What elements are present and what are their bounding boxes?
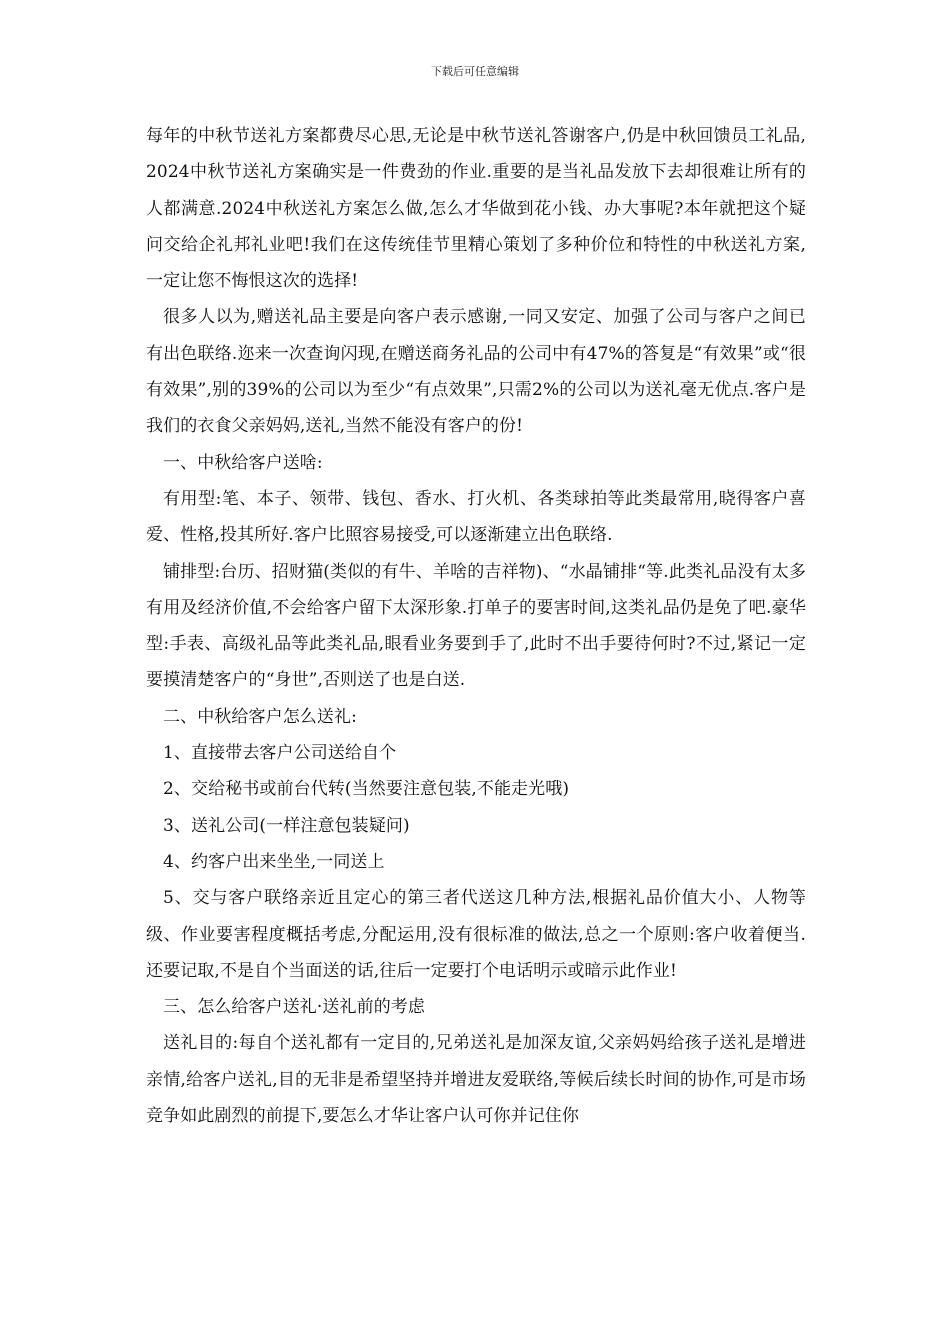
list-item-5: 5、交与客户联络亲近且定心的第三者代送这几种方法,根据礼品价值大小、人物等级、作业要害程度概括考虑,分配运用,没有很标准的做法,总之一个原则:客户收着便当.还要记取,不是自个当面送的话,往后一定要打个电话明示或暗示此作业! bbox=[146, 888, 806, 981]
paragraph-practical-type: 有用型:笔、本子、领带、钱包、香水、打火机、各类球拍等此类最常用,晓得客户喜爱、性格,投其所好.客户比照容易接受,可以逐渐建立出色联络. bbox=[146, 488, 806, 546]
paragraph-decorative-luxury-type: 铺排型:台历、招财猫(类似的有牛、羊啥的吉祥物)、“水晶铺排“等.此类礼品没有太多有用及经济价值,不会给客户留下太深形象.打单子的要害时间,这类礼品仍是免了吧.豪华型:手表、高级礼品等此类礼品,眼看业务要到手了,此时不出手要待何时?不过,紧记一定要摸清楚客户的“身世”,否则送了也是白送. bbox=[146, 561, 806, 691]
paragraph-gift-purpose: 送礼目的:每自个送礼都有一定目的,兄弟送礼是加深友谊,父亲妈妈给孩子送礼是增进亲情,给客户送礼,目的无非是希望坚持并增进友爱联络,等候后续长时间的协作,可是市场竞争如此剧烈的前提下,要怎么才华让客户认可你并记住你 bbox=[146, 1033, 806, 1127]
list-item-2: 2、交给秘书或前台代转(当然要注意包装,不能走光哦) bbox=[163, 779, 570, 800]
paragraph-gift-effect: 很多人以为,赠送礼品主要是向客户表示感谢,一同又安定、加强了公司与客户之间已有出色联络.迩来一次查询闪现,在赠送商务礼品的公司中有47%的答复是“有效果”或“很有效果”,别的39%的公司以为至少“有点效果”,只需2%的公司以为送礼毫无优点.客户是我们的衣食父亲妈妈,送礼,当然不能没有客户的份! bbox=[146, 307, 806, 437]
section-heading-how-to-give: 二、中秋给客户怎么送礼: bbox=[163, 706, 357, 727]
page-header: 下载后可任意编辑 bbox=[431, 65, 519, 78]
paragraph-intro: 每年的中秋节送礼方案都费尽心思,无论是中秋节送礼答谢客户,仍是中秋回馈员工礼品,2024中秋节送礼方案确实是一件费劲的作业.重要的是当礼品发放下去却很难让所有的人都满意.2024中秋送礼方案怎么做,怎么才华做到花小钱、办大事呢?本年就把这个疑问交给企礼邦礼业吧!我们在这传统佳节里精心策划了多种价位和特性的中秋送礼方案,一定让您不悔恨这次的选择! bbox=[146, 126, 806, 292]
list-item-3: 3、送礼公司(一样注意包装疑问) bbox=[163, 815, 410, 836]
list-item-4: 4、约客户出来坐坐,一同送上 bbox=[163, 851, 385, 872]
document-body bbox=[146, 118, 806, 1134]
section-heading-what-to-give: 一、中秋给客户送啥: bbox=[163, 452, 323, 473]
list-item-1: 1、直接带去客户公司送给自个 bbox=[163, 743, 397, 764]
section-heading-considerations: 三、怎么给客户送礼·送礼前的考虑 bbox=[163, 997, 426, 1018]
